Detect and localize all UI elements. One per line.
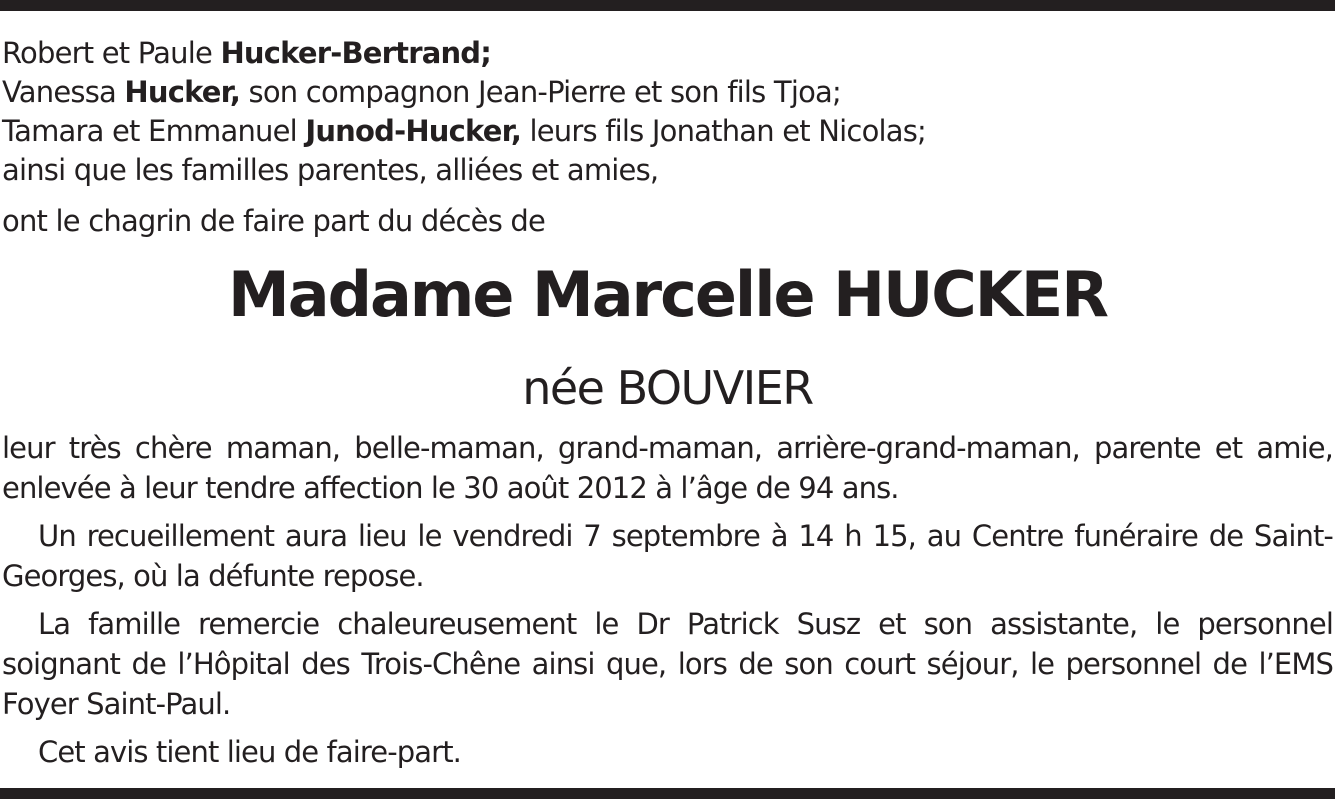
family-line-text: ainsi que les familles parentes, alliées et amies,	[2, 153, 659, 187]
notice-paragraph: La famille remercie chaleureusement le Dr Patrick Susz et son assistante, le personnel soignant de l’Hôpital des Trois-Chêne ainsi que, lors de son court séjour, le personnel de l’EMS Foyer Saint-Paul.	[2, 607, 1333, 721]
deceased-name: Madame Marcelle HUCKER	[228, 258, 1107, 331]
family-surname: Junod-Hucker,	[305, 114, 522, 148]
maiden-name: née BOUVIER	[522, 361, 813, 415]
family-line	[2, 151, 926, 190]
family-line-text: leurs fils Jonathan et Nicolas;	[521, 114, 927, 148]
family-line	[2, 34, 926, 73]
family-line-text: Vanessa	[2, 75, 125, 109]
family-list	[2, 34, 926, 190]
top-border-rule	[0, 0, 1335, 11]
family-surname: Hucker-Bertrand;	[220, 36, 492, 70]
family-surname: Hucker,	[124, 75, 241, 109]
family-line	[2, 73, 926, 112]
family-line-text: Tamara et Emmanuel	[2, 114, 306, 148]
notice-paragraph: Cet avis tient lieu de faire-part.	[38, 735, 461, 769]
bottom-border-rule	[0, 788, 1335, 799]
notice-body	[2, 428, 1333, 780]
family-line-text: son compagnon Jean-Pierre et son fils Tjoa;	[240, 75, 841, 109]
announcement-line: ont le chagrin de faire part du décès de	[2, 204, 546, 238]
family-line	[2, 112, 926, 151]
notice-paragraph: Un recueillement aura lieu le vendredi 7 septembre à 14 h 15, au Centre funéraire de Saint-Georges, où la défunte repose.	[2, 519, 1333, 593]
family-line-text: Robert et Paule	[2, 36, 221, 70]
notice-paragraph: leur très chère maman, belle-maman, grand-maman, arrière-grand-maman, parente et amie, enlevée à leur tendre affection le 30 août 2012 à l’âge de 94 ans.	[2, 431, 1333, 505]
